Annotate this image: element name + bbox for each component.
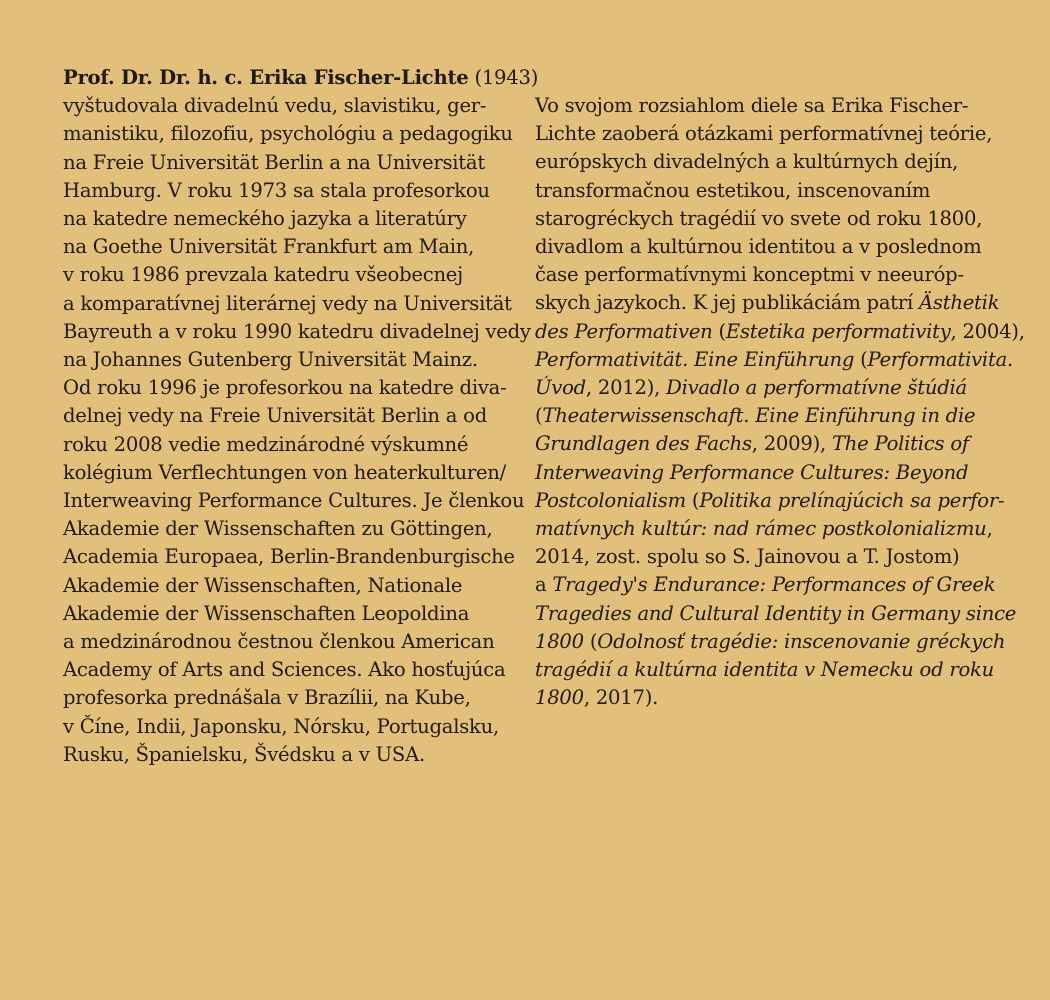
book-title-original: Grundlagen des Fachs bbox=[535, 432, 752, 456]
works-line bbox=[535, 289, 1000, 317]
bio-line: Hamburg. V roku 1973 sa stala profesorkou bbox=[63, 178, 490, 202]
works-line: Vo svojom rozsiahlom diele sa Erika Fischer- bbox=[535, 94, 969, 117]
bio-line: Akademie der Wissenschaften zu Göttingen, bbox=[63, 517, 493, 541]
bio-line: kolégium Verflechtungen von heaterkulturen/ bbox=[63, 460, 507, 484]
works-line bbox=[535, 571, 995, 599]
bio-line: Interweaving Performance Cultures. Je členkou bbox=[63, 489, 525, 513]
book-title: Ästhetik bbox=[919, 291, 1000, 315]
works-line bbox=[535, 684, 995, 712]
bio-line: roku 2008 vedie medzinárodné výskumné bbox=[63, 432, 469, 456]
works-text: , 2012), bbox=[585, 376, 667, 400]
bio-line: na Freie Universität Berlin a na Universität bbox=[63, 150, 485, 174]
works-text: ( bbox=[583, 629, 598, 653]
bio-line: Akademie der Wissenschaften Leopoldina bbox=[63, 601, 470, 625]
biography-heading-line bbox=[63, 64, 539, 92]
works-line: Interweaving Performance Cultures: Beyond bbox=[535, 460, 969, 484]
bio-line: na Goethe Universität Frankfurt am Main, bbox=[63, 235, 475, 259]
works-line: Lichte zaoberá otázkami performatívnej teórie, bbox=[535, 122, 993, 146]
bio-line: na katedre nemeckého jazyka a literatúry bbox=[63, 207, 467, 231]
works-line bbox=[535, 318, 1025, 346]
book-title: Performativität. Eine Einführung bbox=[535, 347, 855, 371]
works-line bbox=[535, 515, 995, 543]
book-title: Divadlo a performatívne štúdiá bbox=[666, 376, 967, 400]
works-line bbox=[535, 402, 995, 430]
works-text: ( bbox=[535, 404, 543, 428]
bio-line: v roku 1986 prevzala katedru všeobecnej bbox=[63, 263, 463, 287]
works-line: 2014, zost. spolu so S. Jainovou a T. Jostom) bbox=[535, 545, 960, 569]
book-title-translation: matívnych kultúr: nad rámec postkolonializmu bbox=[535, 517, 987, 541]
works-text: ( bbox=[685, 488, 700, 512]
book-title: Tragedy's Endurance: Performances of Greek bbox=[552, 573, 996, 597]
book-title: Postcolonialism bbox=[535, 488, 686, 512]
works-line: divadlom a kultúrnou identitou a v poslednom bbox=[535, 235, 982, 259]
bio-line: Rusku, Španielsku, Švédsku a v USA. bbox=[63, 742, 425, 766]
bio-line: profesorka prednášala v Brazílii, na Kube, bbox=[63, 686, 471, 710]
works-text: , bbox=[986, 517, 993, 541]
book-title-translation: Úvod bbox=[535, 376, 586, 400]
works-text: , 2009), bbox=[751, 432, 832, 456]
book-title-translation: Politika prelínajúcich sa perfor- bbox=[699, 488, 1005, 512]
works-line: starogréckych tragédií vo svete od roku 1800, bbox=[535, 206, 983, 230]
book-title: 1800 bbox=[535, 629, 584, 653]
book-title-translation: Odolnosť tragédie: inscenovanie gréckych bbox=[597, 629, 1006, 653]
bio-line: v Číne, Indii, Japonsku, Nórsku, Portugalsku, bbox=[63, 714, 499, 738]
biography-column bbox=[63, 64, 539, 769]
works-text: skych jazykoch. K jej publikáciám patrí bbox=[535, 291, 920, 315]
works-text: ( bbox=[712, 319, 726, 343]
book-title: des Performativen bbox=[535, 319, 713, 343]
bio-line: Od roku 1996 je profesorkou na katedre diva- bbox=[63, 376, 507, 400]
works-line: Tragedies and Cultural Identity in Germany since bbox=[535, 601, 1017, 625]
bio-line: Bayreuth a v roku 1990 katedru divadelnej vedy bbox=[63, 319, 531, 343]
bio-line: Academy of Arts and Sciences. Ako hosťujúca bbox=[63, 658, 506, 682]
works-line: európskych divadelných a kultúrnych dejín, bbox=[535, 150, 959, 174]
book-title-original: Theaterwissenschaft. Eine Einführung in die bbox=[542, 404, 976, 428]
works-text: , 2004), bbox=[950, 319, 1025, 343]
works-text: a bbox=[535, 573, 553, 597]
book-title-translation: Estetika performativity bbox=[725, 319, 951, 343]
book-title: The Politics of bbox=[831, 432, 969, 456]
bio-line: vyštudovala divadelnú vedu, slavistiku, ger- bbox=[63, 94, 487, 118]
works-line: transformačnou estetikou, inscenovaním bbox=[535, 178, 931, 202]
works-line bbox=[535, 487, 1005, 515]
bio-line: manistiku, filozofiu, psychológiu a pedagogiku bbox=[63, 122, 513, 146]
works-text: ( bbox=[854, 347, 868, 371]
works-line bbox=[535, 374, 995, 402]
author-birth-year: (1943) bbox=[468, 66, 539, 89]
book-title-translation: Performativita. bbox=[867, 347, 1013, 371]
bio-line: na Johannes Gutenberg Universität Mainz. bbox=[63, 348, 478, 372]
works-line bbox=[535, 628, 1006, 656]
works-text: , 2017). bbox=[583, 686, 659, 710]
bio-line: Academia Europaea, Berlin-Brandenburgische bbox=[63, 545, 515, 569]
bio-line: Akademie der Wissenschaften, Nationale bbox=[63, 573, 463, 597]
author-name: Prof. Dr. Dr. h. c. Erika Fischer-Lichte bbox=[63, 66, 469, 89]
works-line bbox=[535, 346, 1013, 374]
works-line bbox=[535, 430, 995, 458]
works-column bbox=[535, 92, 1025, 712]
bio-line: a komparatívnej literárnej vedy na Universität bbox=[63, 291, 512, 315]
book-title-translation: 1800 bbox=[535, 686, 584, 710]
works-line: tragédií a kultúrna identita v Nemecku od roku bbox=[535, 658, 994, 682]
bio-line: a medzinárodnou čestnou členkou American bbox=[63, 630, 495, 654]
works-line: čase performatívnymi konceptmi v neeuróp- bbox=[535, 263, 964, 287]
bio-line: delnej vedy na Freie Universität Berlin a od bbox=[63, 404, 488, 428]
